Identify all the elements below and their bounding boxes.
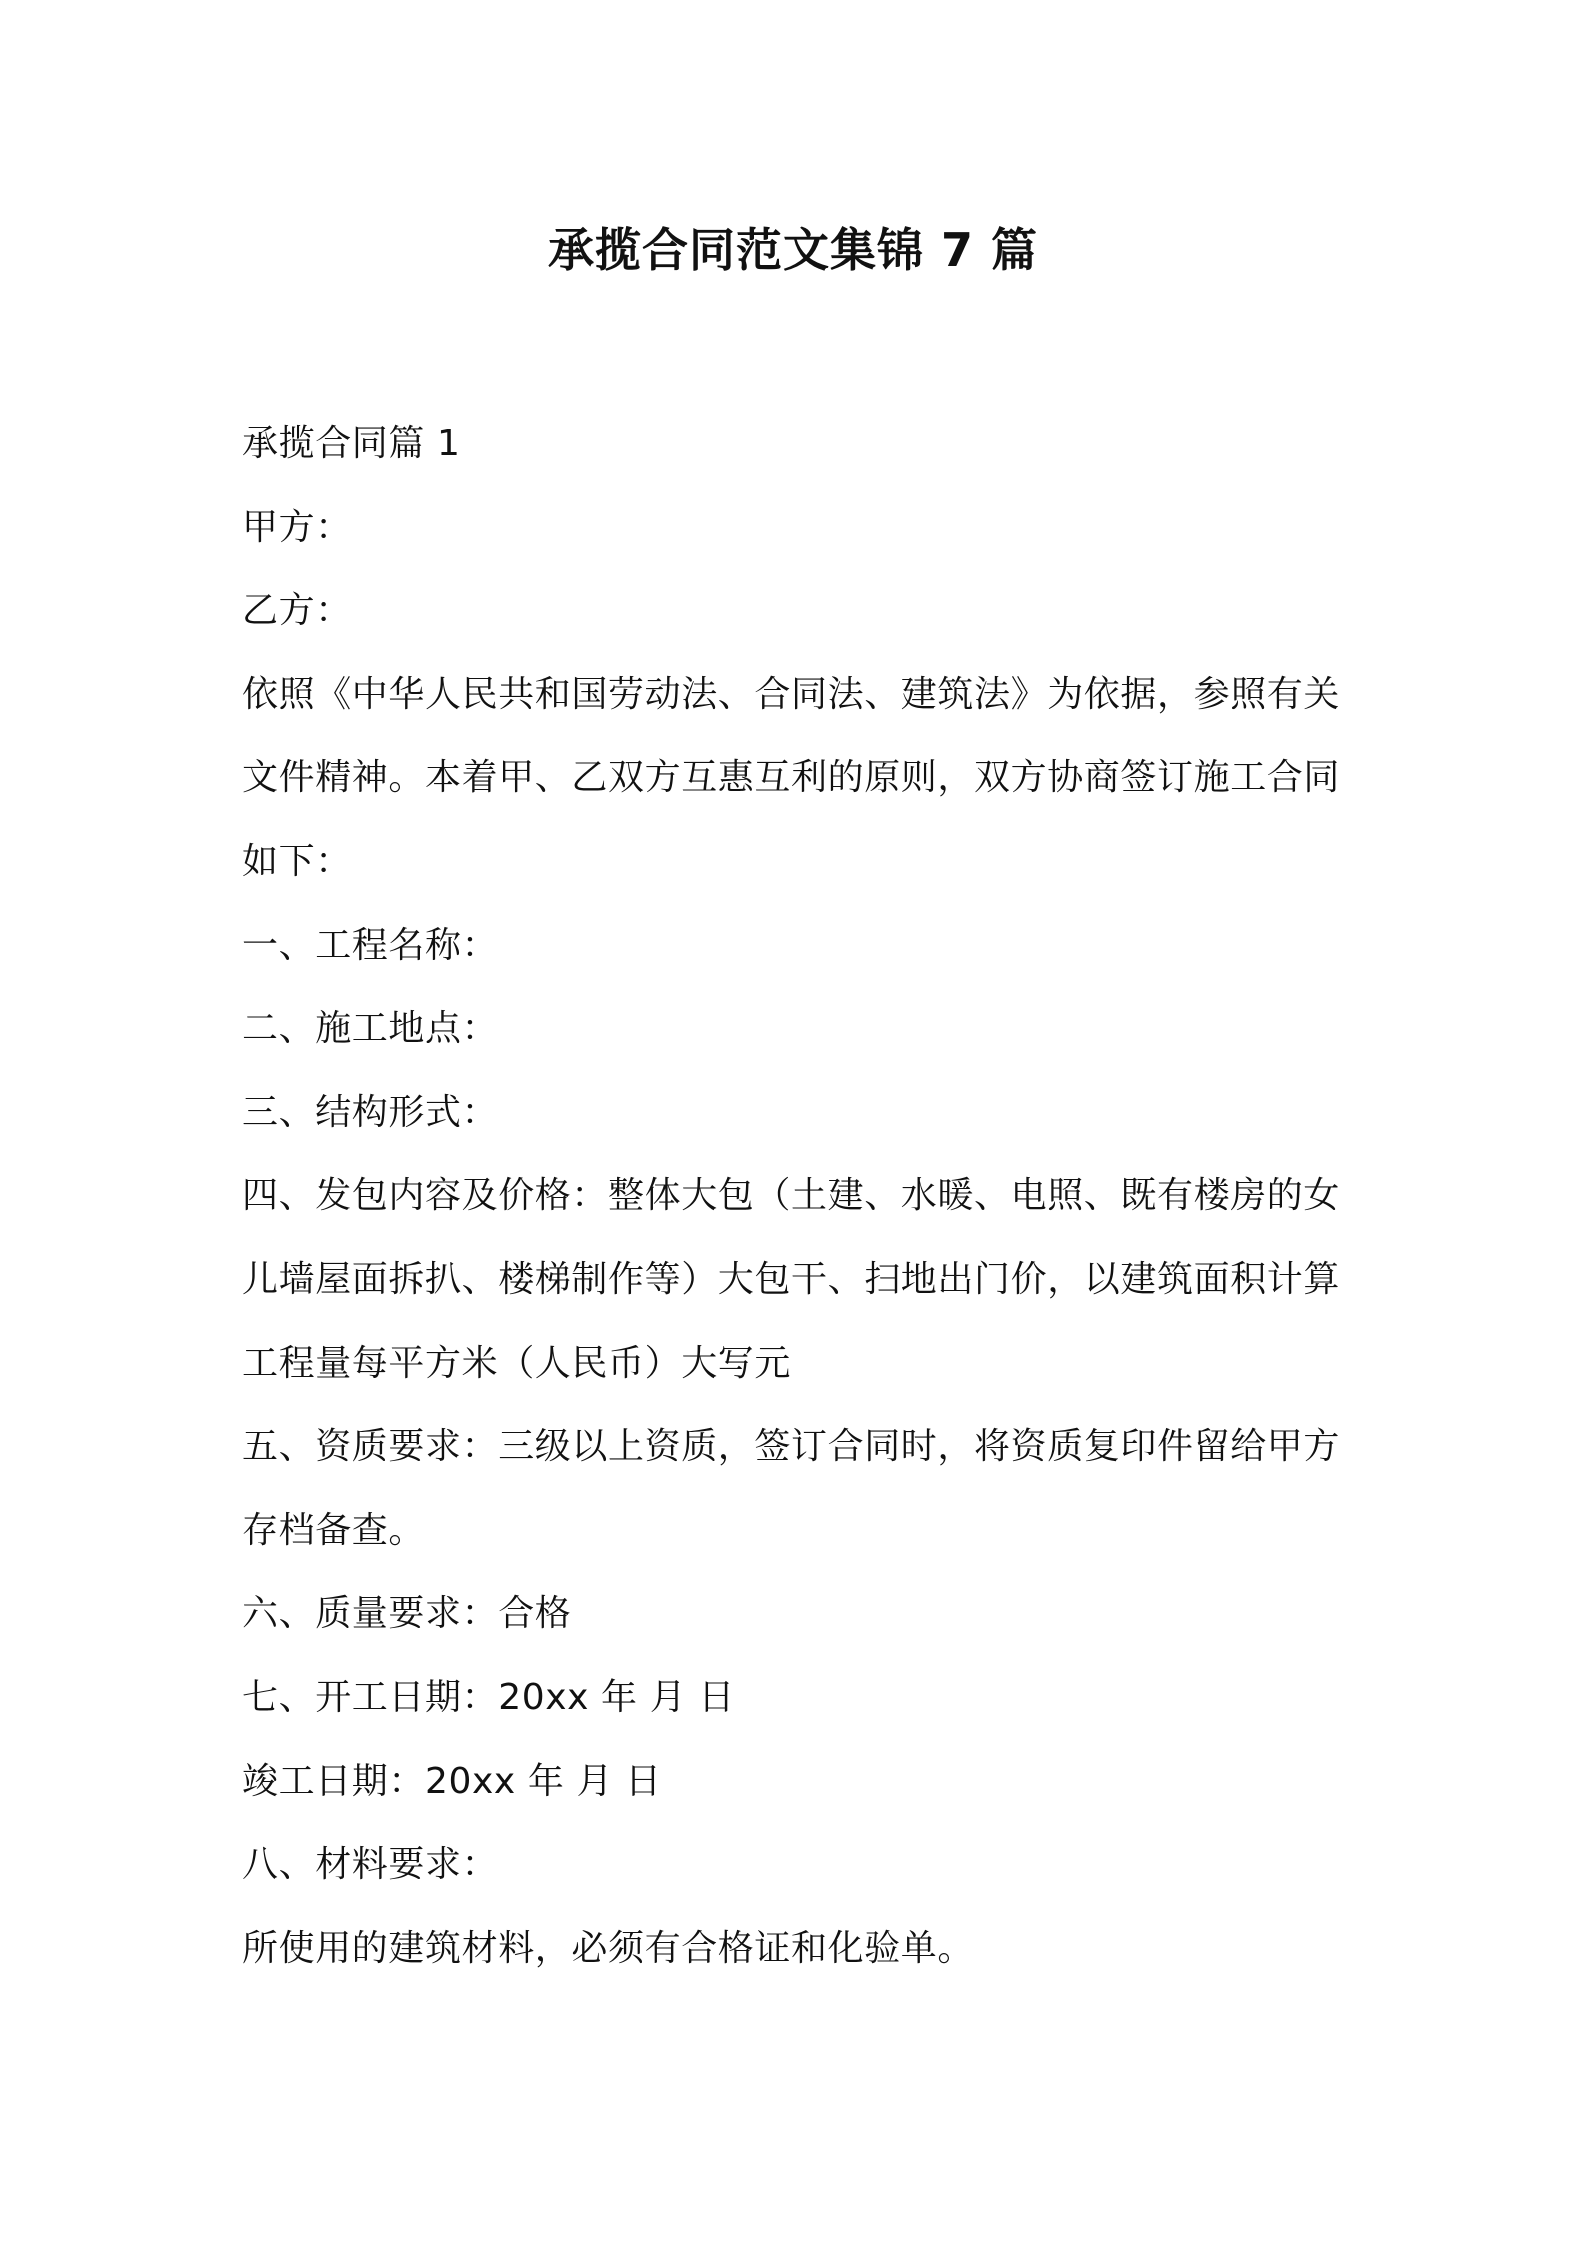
body-paragraph-line: 依照《中华人民共和国劳动法、合同法、建筑法》为依据，参照有关 xyxy=(242,673,1341,715)
clause-quality: 六、质量要求：合格 xyxy=(242,1593,572,1635)
clause-contract-content: 四、发包内容及价格：整体大包（土建、水暖、电照、既有楼房的女 xyxy=(242,1175,1341,1217)
clause-qualification: 五、资质要求：三级以上资质，签订合同时，将资质复印件留给甲方 xyxy=(242,1426,1341,1468)
party-b-line: 乙方： xyxy=(242,590,352,632)
clause-completion-date: 竣工日期：20xx 年 月 日 xyxy=(242,1760,662,1802)
clause-structure-form: 三、结构形式： xyxy=(242,1091,499,1133)
clause-materials-detail: 所使用的建筑材料，必须有合格证和化验单。 xyxy=(242,1927,975,1969)
body-paragraph-line: 文件精神。本着甲、乙双方互惠互利的原则，双方协商签订施工合同 xyxy=(242,757,1341,799)
document-body xyxy=(242,402,1362,1990)
body-paragraph-line: 如下： xyxy=(242,840,352,882)
clause-start-date: 七、开工日期：20xx 年 月 日 xyxy=(242,1676,735,1718)
clause-project-name: 一、工程名称： xyxy=(242,924,499,966)
clause-contract-content-cont: 工程量每平方米（人民币）大写元 xyxy=(242,1342,792,1384)
clause-construction-site: 二、施工地点： xyxy=(242,1008,499,1050)
party-a-line: 甲方： xyxy=(242,506,352,548)
section-heading: 承揽合同篇 1 xyxy=(242,423,461,464)
clause-qualification-cont: 存档备查。 xyxy=(242,1509,426,1551)
document-title: 承揽合同范文集锦 7 篇 xyxy=(547,223,1039,277)
clause-materials: 八、材料要求： xyxy=(242,1844,499,1886)
clause-contract-content-cont: 儿墙屋面拆扒、楼梯制作等）大包干、扫地出门价，以建筑面积计算 xyxy=(242,1258,1341,1300)
